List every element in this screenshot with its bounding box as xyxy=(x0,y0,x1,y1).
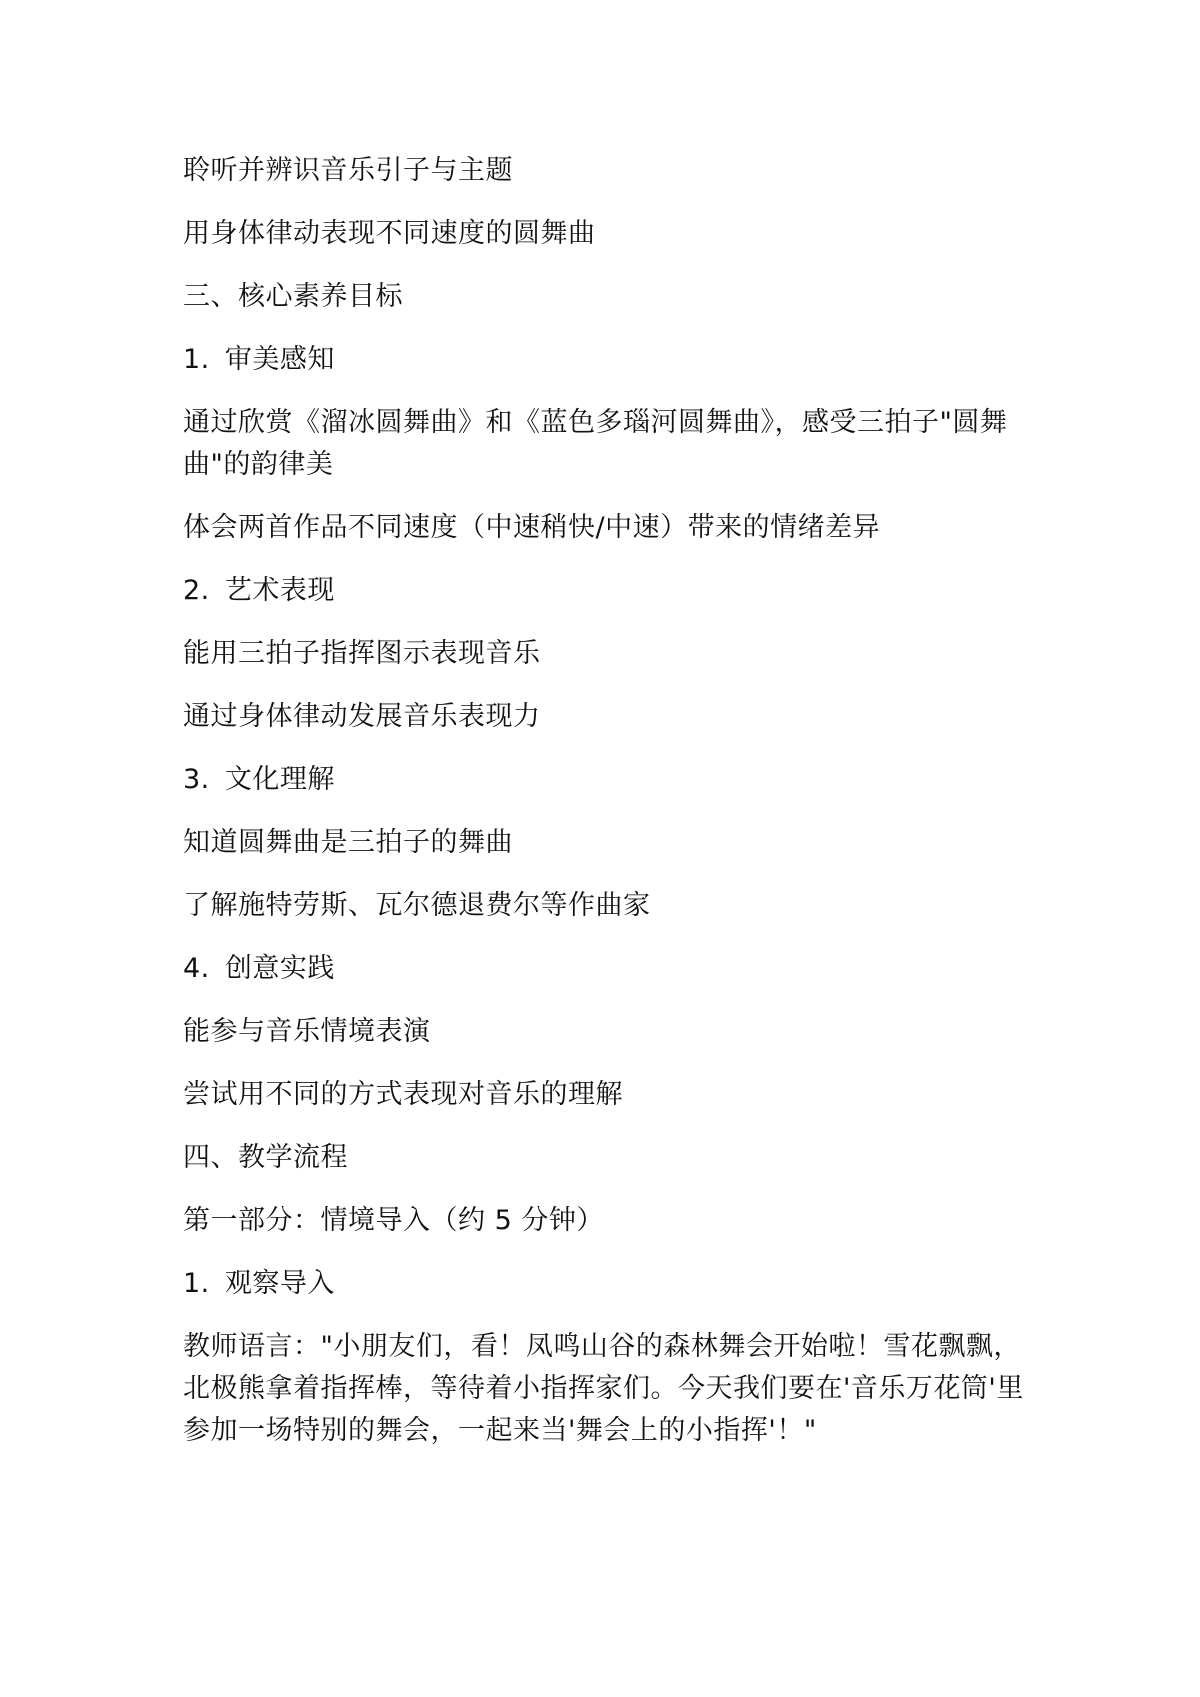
paragraph-appreciate-waltzes: 通过欣赏《溜冰圆舞曲》和《蓝色多瑙河圆舞曲》，感受三拍子"圆舞曲"的韵律美 xyxy=(183,407,1008,480)
section-heading-teaching-process: 四、教学流程 xyxy=(183,1142,348,1173)
document-body xyxy=(183,150,1043,1473)
section-heading-core-literacy: 三、核心素养目标 xyxy=(183,281,403,312)
subheading-artistic-expression: 2. 艺术表现 xyxy=(183,575,335,606)
paragraph-waltz-definition: 知道圆舞曲是三拍子的舞曲 xyxy=(183,827,513,858)
paragraph-composers: 了解施特劳斯、瓦尔德退费尔等作曲家 xyxy=(183,890,651,921)
subheading-cultural-understanding: 3. 文化理解 xyxy=(183,764,335,795)
subheading-observation-intro: 1. 观察导入 xyxy=(183,1268,335,1299)
paragraph-different-expression: 尝试用不同的方式表现对音乐的理解 xyxy=(183,1079,623,1110)
paragraph-body-movement: 通过身体律动发展音乐表现力 xyxy=(183,701,541,732)
paragraph-situational-performance: 能参与音乐情境表演 xyxy=(183,1016,431,1047)
paragraph-teacher-speech: 教师语言："小朋友们，看！凤鸣山谷的森林舞会开始啦！雪花飘飘，北极熊拿着指挥棒，等待着小指挥家们。今天我们要在'音乐万花筒'里参加一场特别的舞会，一起来当'舞会上的小指挥'！" xyxy=(183,1331,1024,1446)
paragraph-tempo-difference: 体会两首作品不同速度（中速稍快/中速）带来的情绪差异 xyxy=(183,512,881,543)
subheading-aesthetic-perception: 1. 审美感知 xyxy=(183,344,335,375)
subheading-creative-practice: 4. 创意实践 xyxy=(183,953,335,984)
paragraph-body-rhythm: 用身体律动表现不同速度的圆舞曲 xyxy=(183,218,596,249)
subheading-part-one-introduction: 第一部分：情境导入（约 5 分钟） xyxy=(183,1205,604,1236)
paragraph-listen-intro-theme: 聆听并辨识音乐引子与主题 xyxy=(183,155,513,186)
paragraph-conducting-diagram: 能用三拍子指挥图示表现音乐 xyxy=(183,638,541,669)
